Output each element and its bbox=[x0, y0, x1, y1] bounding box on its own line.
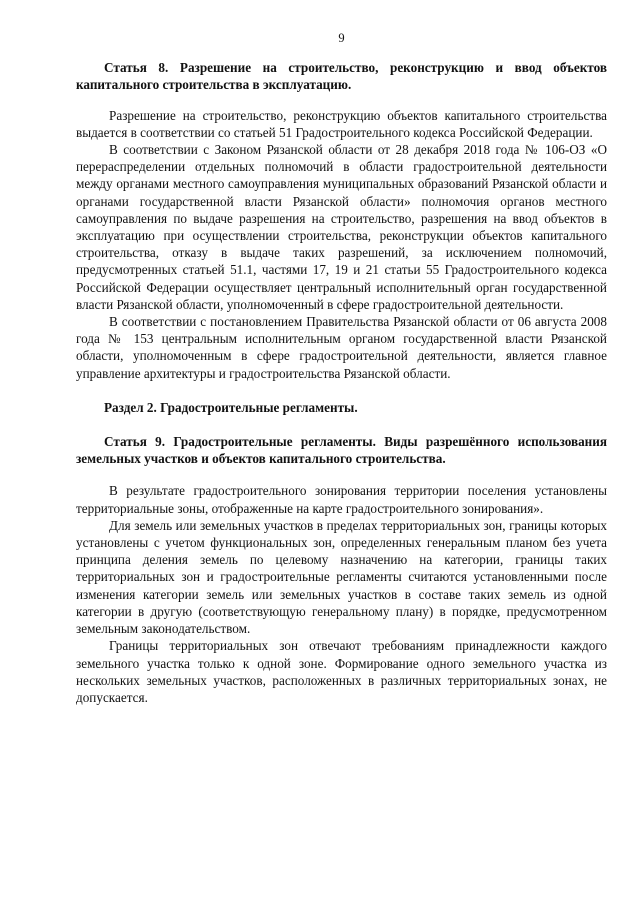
article-8-paragraph-3: В соответствии с постановлением Правительства Рязанской области от 06 августа 2008 года № 153 центральным исполнительным органом государственной власти Рязанской области, уполномоченным в сфере градостроительной деятельности, является главное управление архитектуры и градостроительства Рязанской области. bbox=[76, 314, 607, 381]
article-9-paragraph-3: Границы территориальных зон отвечают требованиям принадлежности каждого земельного участка только к одной зоне. Формирование одного земельного участка из нескольких земельных участков, расположенных в различных территориальных зонах, не допускается. bbox=[76, 638, 607, 705]
article-8-heading: Статья 8. Разрешение на строительство, реконструкцию и ввод объектов капитального строительства в эксплуатацию. bbox=[76, 60, 607, 93]
article-8-paragraph-1: Разрешение на строительство, реконструкцию объектов капитального строительства выдается в соответствии со статьей 51 Градостроительного кодекса Российской Федерации. bbox=[76, 107, 607, 140]
article-9-paragraph-1: В результате градостроительного зонирования территории поселения установлены территориальные зоны, отображенные на карте градостроительного зонирования». bbox=[76, 483, 607, 516]
article-9-paragraph-2: Для земель или земельных участков в пределах территориальных зон, границы которых установлены с учетом функциональных зон, определенных генеральным планом без учета принципа деления земель по целевому назначению на категории, границы таких территориальных зон и градостроительные регламенты считаются установленными после изменения категории земель или земельных участков в составе таких земель из одной категории в другую (соответствующую генеральному плану) в порядке, предусмотренном земельным законодательством. bbox=[76, 517, 607, 637]
article-8-paragraph-2: В соответствии с Законом Рязанской области от 28 декабря 2018 года № 106-ОЗ «О перераспределении отдельных полномочий в области градостроительной деятельности между органами местного самоуправления муниципальных образований Рязанской области и органами государственной власти Рязанской области» полномочия органов местного самоуправления по выдаче разрешения на строительство, разрешения на ввод объектов в эксплуатацию при осуществлении строительства, реконструкции объектов капитального строительства, отказу в выдаче таких разрешений, за исключением полномочий, предусмотренных статьей 51.1, частями 17, 19 и 21 статьи 55 Градостроительного кодекса Российской Федерации осуществляет центральный исполнительный орган государственной власти Рязанской области, уполномоченный в сфере градостроительной деятельности. bbox=[76, 142, 607, 312]
page-number: 9 bbox=[338, 31, 345, 45]
article-9-heading: Статья 9. Градостроительные регламенты. Виды разрешённого использования земельных участков и объектов капитального строительства. bbox=[76, 434, 607, 467]
section-2-heading: Раздел 2. Градостроительные регламенты. bbox=[104, 399, 358, 415]
